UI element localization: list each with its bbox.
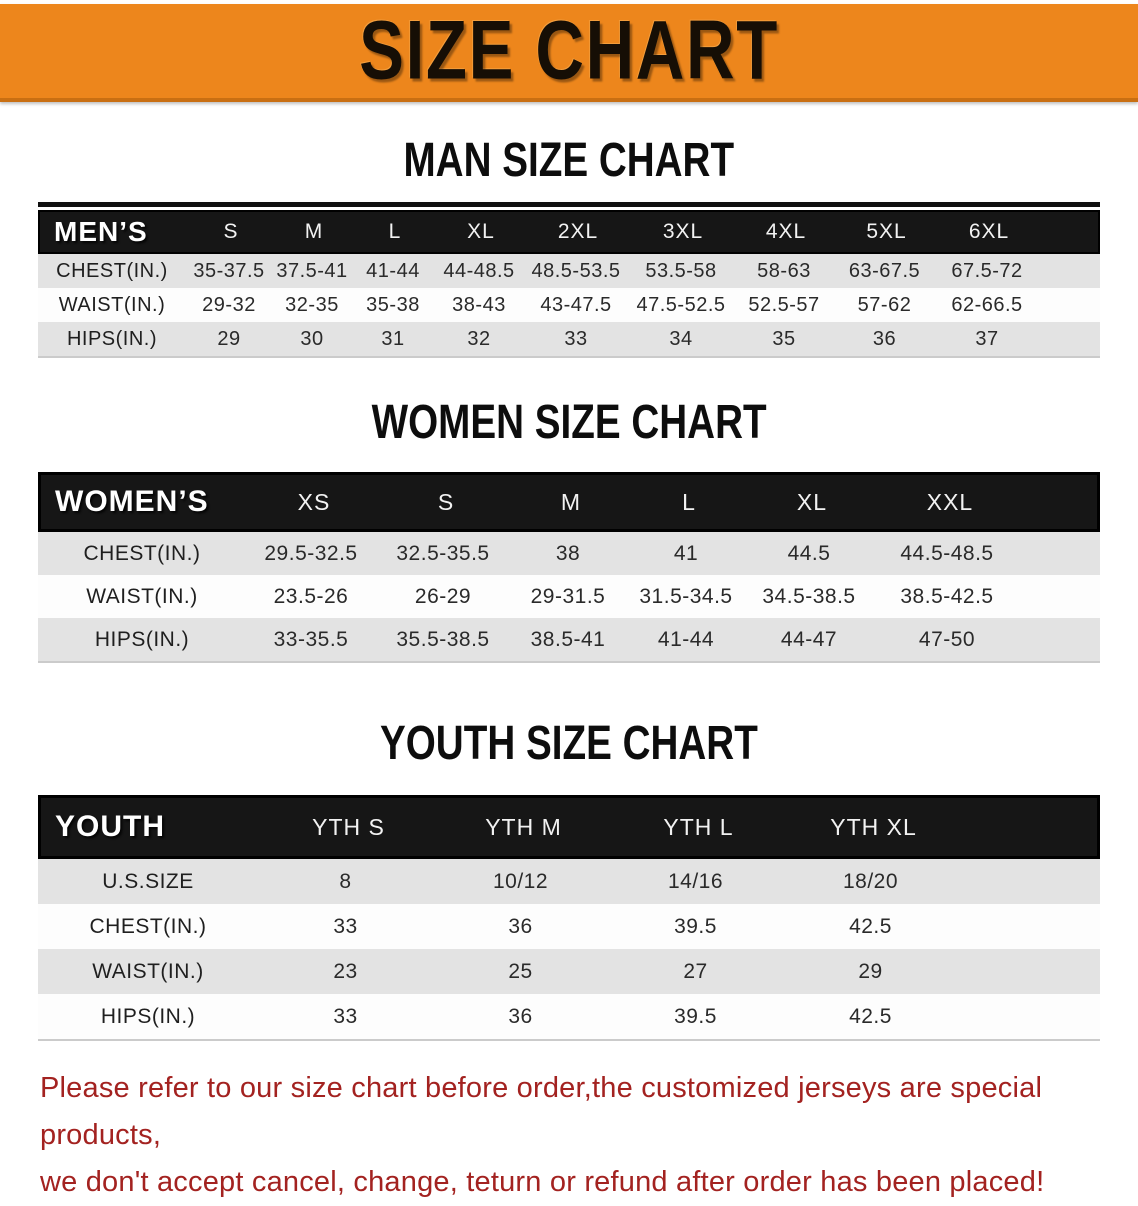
- data-cell: 38-43: [452, 293, 506, 316]
- column-header: XL: [467, 220, 495, 243]
- data-cell: 31: [381, 327, 405, 350]
- table-body: [38, 859, 1100, 1041]
- data-cell: 52.5-57: [748, 293, 820, 316]
- data-cell: 42.5: [849, 914, 892, 938]
- data-row: [38, 254, 1100, 288]
- data-cell: 31.5-34.5: [639, 584, 733, 608]
- data-cell: 27: [683, 959, 708, 983]
- column-header: M: [304, 220, 324, 243]
- data-cell: 30: [300, 327, 324, 350]
- disclaimer-line-2: we don't accept cancel, change, teturn or refund after order has been placed!: [40, 1165, 1045, 1198]
- column-header: YTH M: [485, 813, 562, 840]
- women-section-heading: [0, 394, 1138, 448]
- data-cell: 23: [333, 959, 358, 983]
- data-cell: 48.5-53.5: [531, 259, 621, 282]
- disclaimer-line-1: Please refer to our size chart before order,the customized jerseys are special products,: [40, 1072, 1043, 1151]
- column-header: 4XL: [765, 220, 807, 243]
- data-cell: 37: [975, 327, 999, 350]
- data-cell: 35-38: [366, 293, 420, 316]
- column-header: XL: [796, 488, 828, 515]
- data-cell: 26-29: [414, 584, 472, 608]
- banner-title: SIZE CHART: [359, 4, 779, 97]
- data-cell: 38: [555, 541, 581, 565]
- women-heading-text: WOMEN SIZE CHART: [371, 393, 767, 449]
- data-cell: 33-35.5: [273, 627, 349, 651]
- data-cell: 44.5: [787, 541, 831, 565]
- column-header: 5XL: [866, 220, 907, 243]
- data-cell: 8: [339, 869, 352, 893]
- column-header: YTH L: [663, 813, 734, 840]
- data-cell: 37.5-41: [276, 259, 348, 282]
- data-cell: 39.5: [674, 914, 717, 938]
- data-cell: 38.5-41: [530, 627, 606, 651]
- data-row: [38, 288, 1100, 322]
- youth-section-heading: [0, 715, 1138, 769]
- data-cell: 57-62: [857, 293, 912, 316]
- man-section-heading: [0, 132, 1138, 186]
- data-row: [38, 575, 1100, 618]
- data-cell: 32-35: [285, 293, 339, 316]
- column-header: YTH XL: [830, 813, 917, 840]
- data-cell: 25: [508, 959, 533, 983]
- data-cell: 36: [508, 914, 533, 938]
- data-row: [38, 859, 1100, 904]
- data-cell: 58-63: [757, 259, 811, 282]
- disclaimer-note: [40, 1065, 1100, 1206]
- column-header: M: [560, 488, 582, 515]
- column-header: 6XL: [968, 220, 1010, 243]
- youth-size-table: [38, 795, 1100, 1041]
- column-header: L: [682, 488, 696, 515]
- data-cell: 18/20: [842, 869, 899, 893]
- table-header-row: [38, 795, 1100, 859]
- table-header-row: [38, 472, 1100, 532]
- data-cell: 44-47: [780, 627, 838, 651]
- data-cell: 34.5-38.5: [762, 584, 856, 608]
- data-cell: 29: [858, 959, 883, 983]
- group-label: WOMEN’S: [55, 485, 209, 518]
- data-cell: 42.5: [849, 1004, 892, 1028]
- data-row: [38, 904, 1100, 949]
- column-header: L: [388, 220, 402, 243]
- man-heading-text: MAN SIZE CHART: [403, 131, 735, 187]
- row-label: CHEST(IN.): [89, 914, 207, 938]
- data-cell: 41: [673, 541, 699, 565]
- column-header: XXL: [926, 488, 974, 515]
- column-header: 3XL: [662, 220, 704, 243]
- table-body: [38, 532, 1100, 663]
- row-label: U.S.SIZE: [102, 869, 194, 893]
- data-cell: 41-44: [366, 259, 420, 282]
- column-header: 2XL: [557, 220, 599, 243]
- data-cell: 33: [564, 327, 588, 350]
- data-cell: 41-44: [657, 627, 715, 651]
- group-label: MEN’S: [54, 216, 148, 247]
- data-cell: 33: [333, 914, 358, 938]
- data-cell: 44-48.5: [443, 259, 515, 282]
- data-cell: 32.5-35.5: [396, 541, 490, 565]
- data-cell: 35-37.5: [193, 259, 265, 282]
- group-label: YOUTH: [55, 810, 165, 843]
- data-row: [38, 532, 1100, 575]
- data-cell: 36: [872, 327, 897, 350]
- data-cell: 44.5-48.5: [900, 541, 994, 565]
- data-cell: 34: [669, 327, 693, 350]
- data-cell: 33: [333, 1004, 358, 1028]
- table-body: [38, 254, 1100, 358]
- size-chart-banner: [0, 4, 1138, 102]
- data-cell: 10/12: [492, 869, 549, 893]
- data-cell: 29.5-32.5: [264, 541, 358, 565]
- row-label: HIPS(IN.): [100, 1004, 196, 1028]
- data-row: [38, 322, 1100, 356]
- row-label: CHEST(IN.): [83, 541, 201, 565]
- data-cell: 14/16: [667, 869, 724, 893]
- women-size-table: [38, 472, 1100, 663]
- data-cell: 62-66.5: [951, 293, 1023, 316]
- column-header: XS: [297, 488, 331, 515]
- data-cell: 63-67.5: [848, 259, 921, 282]
- data-cell: 23.5-26: [273, 584, 349, 608]
- data-cell: 47-50: [918, 627, 976, 651]
- data-cell: 53.5-58: [645, 259, 717, 282]
- data-cell: 29-32: [202, 293, 256, 316]
- row-label: WAIST(IN.): [92, 959, 204, 983]
- data-row: [38, 949, 1100, 994]
- row-label: WAIST(IN.): [58, 293, 166, 316]
- column-header: S: [223, 220, 239, 243]
- row-label: HIPS(IN.): [94, 627, 190, 651]
- data-cell: 35: [772, 327, 796, 350]
- data-cell: 32: [467, 327, 491, 350]
- column-header: S: [437, 488, 455, 515]
- data-cell: 43-47.5: [540, 293, 612, 316]
- youth-heading-text: YOUTH SIZE CHART: [380, 714, 758, 770]
- data-cell: 38.5-42.5: [900, 584, 994, 608]
- data-row: [38, 618, 1100, 661]
- data-cell: 35.5-38.5: [396, 627, 490, 651]
- data-cell: 29: [217, 327, 241, 350]
- data-cell: 47.5-52.5: [636, 293, 726, 316]
- table-header-row: [38, 210, 1100, 254]
- data-cell: 36: [508, 1004, 533, 1028]
- column-header: YTH S: [312, 813, 385, 840]
- data-row: [38, 994, 1100, 1039]
- row-label: HIPS(IN.): [66, 327, 158, 350]
- data-cell: 67.5-72: [951, 259, 1023, 282]
- row-label: CHEST(IN.): [56, 259, 168, 282]
- data-cell: 29-31.5: [530, 584, 606, 608]
- men-size-table: [38, 202, 1100, 358]
- row-label: WAIST(IN.): [86, 584, 198, 608]
- data-cell: 39.5: [674, 1004, 717, 1028]
